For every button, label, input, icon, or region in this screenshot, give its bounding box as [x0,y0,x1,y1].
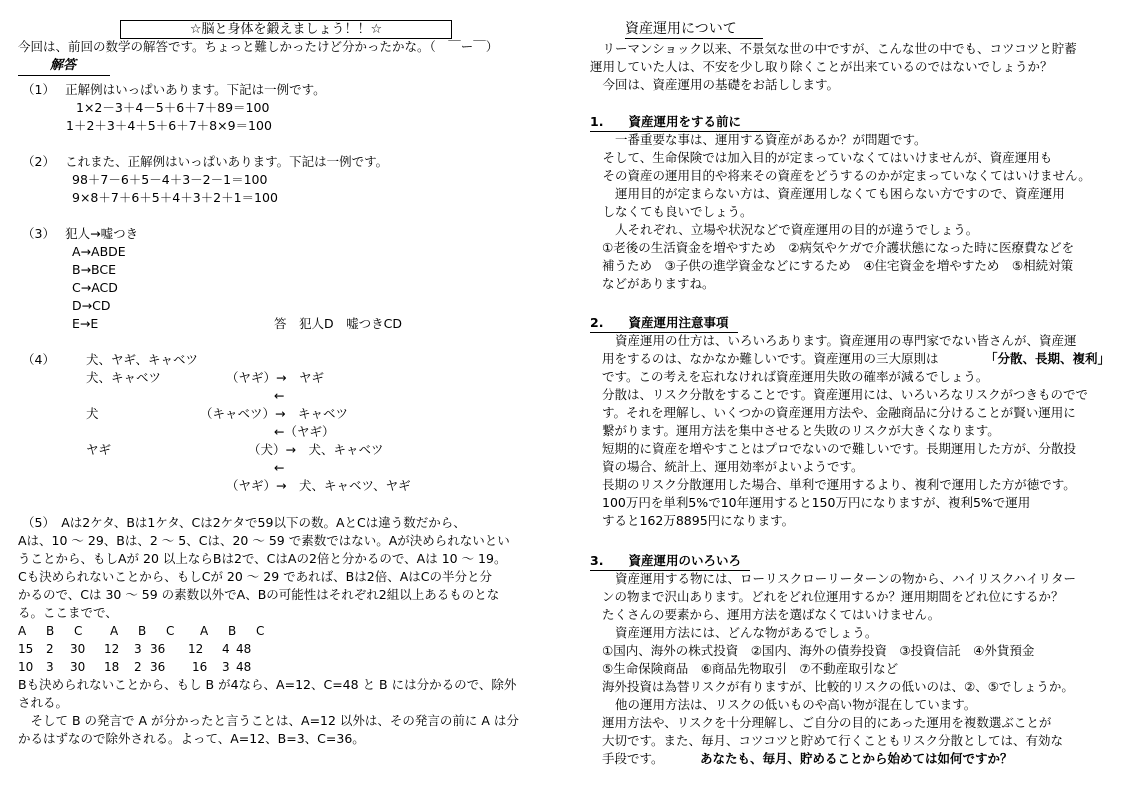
section-3-title: 3. 資産運用のいろいろ [590,552,750,571]
q4-line: 犬、キャベツ [86,370,162,385]
section-1-line: 補うため ③子供の進学資金などにするため ④住宅資金を増やすため ⑤相続対策 [602,258,1074,273]
section-1-line: などがありますね。 [602,276,715,291]
q4-line: （ヤギ）→ ヤギ [226,370,324,385]
section-3-line: ①国内、海外の株式投資 ②国内、海外の債券投資 ③投資信託 ④外貨預金 [602,643,1035,658]
q4-line: （ヤギ）→ 犬、キャベツ、ヤギ [226,478,411,493]
section-1-title: 1. 資産運用をする前に [590,113,780,132]
table-cell: 36 [150,660,166,674]
q3-line: E→E [72,316,99,331]
section-2-line: す。それを理解し、いくつかの資産運用方法や、金融商品に分けることが賢い運用に [602,405,1076,420]
section-1-line: 一番重要な事は、運用する資産があるか？が問題です。 [590,132,927,147]
table-header-cell: A [18,624,27,638]
table-cell: 15 [18,642,34,656]
section-1-line: ①老後の生活資金を増やすため ②病気やケガで介護状態になった時に医療費などを [602,240,1075,255]
section-3-line: ⑤生命保険商品 ⑥商品先物取引 ⑦不動産取引など [602,661,899,676]
table-cell: 48 [236,642,252,656]
q1-line: 1＋2＋3＋4＋5＋6＋7＋8×9＝100 [66,118,272,133]
table-header-cell: A [200,624,209,638]
q4-arrow: ← [274,460,285,475]
table-cell: 4 [222,642,230,656]
section-3-line: 大切です。また、毎月、コツコツと貯めて行くこともリスク分散としては、有効な [602,733,1064,748]
answer-label: 解答 [18,57,110,76]
section-2-title: 2. 資産運用注意事項 [590,314,738,333]
q5-line: Bも決められないことから、もし B が4なら、A=12、C=48 と B には分かるので、除外 [18,677,517,692]
left-title: ☆脳と身体を鍛えましょう！！☆ [120,20,452,39]
q5-line: うことから、もしAが 20 以上ならBは2で、CはAの2倍と分かるので、Aは 10 ～ 19。 [18,551,507,566]
q5-line: される。 [18,695,69,710]
section-2-line: 用をするのは、なかなか難しいです。資産運用の三大原則は [602,351,939,366]
q3-line: A→ABDE [72,244,126,259]
three-principles: 「分散、長期、複利」 [985,351,1111,366]
section-2-line: 繋がります。運用方法を集中させると失敗のリスクが大きくなります。 [602,423,1000,438]
section-2-line: 100万円を単利5%で10年運用すると150万円になりますが、複利5%で運用 [602,495,1031,510]
table-header-cell: C [166,624,175,638]
section-1-line: しなくても良いでしょう。 [590,204,753,219]
q3-line: B→BCE [72,262,117,277]
table-cell: 16 [192,660,208,674]
table-cell: 10 [18,660,34,674]
section-2-line: 長期のリスク分散運用した場合、単利で運用するより、複利で運用した方が徳です。 [602,477,1076,492]
right-intro-line: リーマンショック以来、不景気な世の中ですが、こんな世の中でも、コツコツと貯蓄 [590,41,1077,56]
section-2-line: です。この考えを忘れなければ資産運用失敗の確率が減るでしょう。 [602,369,989,384]
q5-line: かるはずなので除外される。よって、A=12、B=3、C=36。 [18,731,365,746]
table-cell: 2 [46,642,54,656]
table-cell: 12 [188,642,204,656]
left-intro: 今回は、前回の数学の解答です。ちょっと難しかったけど分かったかな。（ ￣ー￣） [18,39,499,54]
q1-line: 1×2－3＋4－5＋6＋7＋89＝100 [76,100,270,115]
section-1-line: 人それぞれ、立場や状況などで資産運用の目的が違うでしょう。 [590,222,979,237]
table-cell: 3 [222,660,230,674]
q4-line: 犬 [86,406,99,421]
section-3-line: 他の運用方法は、リスクの低いものや高い物が混在しています。 [590,697,977,712]
q5-line: Aは、10 ～ 29、Bは、2 ～ 5、Cは、20 ～ 59 で素数ではない。Aが決められないとい [18,533,510,548]
section-2-line: すると162万8895円になります。 [602,513,795,528]
section-1-line: 運用目的が定まらない方は、資産運用しなくても困らない方ですので、資産運用 [590,186,1065,201]
q4-line: ヤギ [86,442,112,457]
q4-line: （犬）→ 犬、キャベツ [248,442,384,457]
table-cell: 48 [236,660,252,674]
section-2-line: 資の場合、統計上、運用効率がよいようです。 [602,459,864,474]
table-header-cell: C [74,624,83,638]
table-cell: 36 [150,642,166,656]
table-cell: 2 [134,660,142,674]
table-cell: 30 [70,642,86,656]
q3-line: D→CD [72,298,111,313]
table-cell: 18 [104,660,120,674]
table-header-cell: C [256,624,265,638]
section-3-line: 海外投資は為替リスクが有りますが、比較的リスクの低いのは、②、⑤でしょうか。 [602,679,1074,694]
table-header-cell: A [110,624,119,638]
q4-line: （キャベツ）→ キャベツ [200,406,348,421]
table-header-cell: B [46,624,55,638]
section-2-line: 短期的に資産を増やすことはプロでないので難しいです。長期運用した方が、分散投 [602,441,1077,456]
q4-heading: （4） [22,352,55,367]
table-cell: 3 [46,660,54,674]
table-header-cell: B [138,624,147,638]
q5-line: （5） Aは2ケタ、Bは1ケタ、Cは2ケタで59以下の数。AとCは違う数だから、 [22,515,466,530]
q3-heading: （3） 犯人→嘘つき [22,226,139,241]
q5-line: かるので、Cは 30 ～ 59 の素数以外でA、Bの可能性はそれぞれ2組以上あるものとな [18,587,500,602]
q4-line: 犬、ヤギ、キャベツ [86,352,199,367]
right-intro-line: 運用していた人は、不安を少し取り除くことが出来ているのではないでしょうか？ [590,59,1053,74]
q5-line: そして B の発言で A が分かったと言うことは、A=12 以外は、その発言の前に A は分 [18,713,519,728]
q5-line: Cも決められないことから、もしCが 20 ～ 29 であれば、Bは2倍、AはCの半分と分 [18,569,492,584]
closing-message: あなたも、毎月、貯めることから始めては如何ですか？ [700,751,1013,766]
section-2-line: 資産運用の仕方は、いろいろあります。資産運用の専門家でない皆さんが、資産運 [590,333,1077,348]
q2-line: 98＋7－6＋5－4＋3－2－1＝100 [72,172,268,187]
q5-line: る。ここまでで、 [18,605,118,620]
section-1-line: そして、生命保険では加入目的が定まっていなくてはいけませんが、資産運用も [590,150,1053,165]
table-cell: 3 [134,642,142,656]
q4-arrow: ← [274,388,285,403]
section-3-line: 資産運用する物には、ローリスクローリーターンの物から、ハイリスクハイリター [590,571,1077,586]
section-1-line: その資産の運用目的や将来その資産をどうするのかが定まっていなくてはいけません。 [590,168,1091,183]
q4-line: ←（ヤギ） [274,424,335,439]
table-cell: 30 [70,660,86,674]
section-3-line: たくさんの要素から、運用方法を選ばなくてはいけません。 [602,607,941,622]
right-intro-line: 今回は、資産運用の基礎をお話しします。 [590,77,840,92]
section-3-line: ンの物まで沢山あります。どれをどれ位運用するか？運用期間をどれ位にするか？ [602,589,1064,604]
section-3-line: 資産運用方法には、どんな物があるでしょう。 [590,625,878,640]
right-title: 資産運用について [625,20,763,39]
q3-line: C→ACD [72,280,118,295]
section-3-line: 手段です。 [602,751,664,766]
q1-heading: （1） 正解例はいっぱいあります。下記は一例です。 [22,82,326,97]
section-2-line: 分散は、リスク分散をすることです。資産運用には、いろいろなリスクがつきものでで [602,387,1089,402]
q2-line: 9×8＋7＋6＋5＋4＋3＋2＋1＝100 [72,190,278,205]
q3-answer: 答 犯人D 嘘つきCD [274,316,402,331]
section-3-line: 運用方法や、リスクを十分理解し、ご自分の目的にあった運用を複数選ぶことが [602,715,1052,730]
table-header-cell: B [228,624,237,638]
table-cell: 12 [104,642,120,656]
q2-heading: （2） これまた、正解例はいっぱいあります。下記は一例です。 [22,154,389,169]
